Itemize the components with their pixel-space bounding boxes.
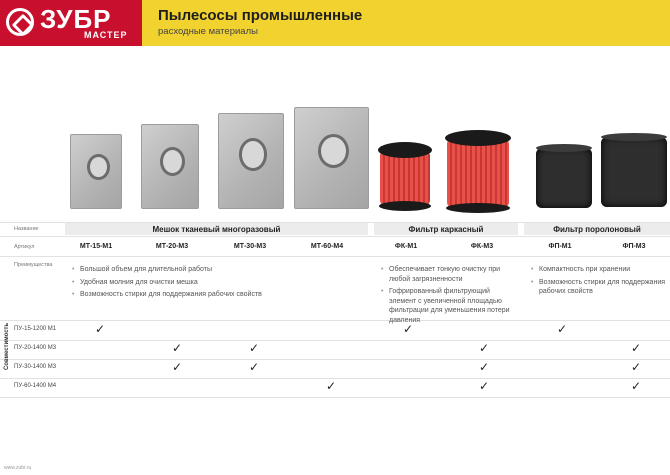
compat-model: ПУ-15-1200 М1 (14, 326, 57, 332)
group-frame-title: Фильтр каркасный (408, 225, 484, 234)
check-mark-icon: ✓ (478, 341, 490, 355)
check-mark-icon: ✓ (94, 322, 106, 336)
check-mark-icon: ✓ (478, 360, 490, 374)
filter-fk-m3-image (447, 138, 509, 208)
compatibility-label: Совместимость (4, 322, 10, 370)
article-cell: ФК-М3 (470, 243, 494, 250)
divider (0, 340, 670, 341)
advantages-foam (531, 265, 666, 300)
label-article: Артикул (14, 244, 35, 250)
brand-sub: МАСТЕР (84, 30, 128, 40)
foam-fp-m3-image (601, 137, 667, 207)
check-mark-icon: ✓ (556, 322, 568, 336)
article-cell: ФК-М1 (394, 243, 418, 250)
bag-mt-20-image (141, 124, 199, 209)
divider (0, 236, 670, 237)
bag-mt-30-image (218, 113, 284, 209)
article-cell: ФП-М3 (622, 243, 646, 250)
article-cell: ФП-М1 (548, 243, 572, 250)
check-mark-icon: ✓ (630, 379, 642, 393)
group-foam-title: Фильтр поролоновый (553, 225, 641, 234)
page-title: Пылесосы промышленные (158, 7, 363, 24)
check-mark-icon: ✓ (325, 379, 337, 393)
compat-model: ПУ-30-1400 М3 (14, 364, 57, 370)
compat-model: ПУ-60-1400 М4 (14, 383, 57, 389)
compat-model: ПУ-20-1400 М3 (14, 345, 57, 351)
check-mark-icon: ✓ (630, 341, 642, 355)
check-mark-icon: ✓ (171, 341, 183, 355)
logo-mark-icon (6, 8, 34, 36)
advantage-item: • Возможность стирки для поддержания рабочих свойств (531, 278, 666, 297)
check-mark-icon: ✓ (248, 341, 260, 355)
advantage-item: • Обеспечивает тонкую очистку при любой загрязненности (381, 265, 516, 284)
divider (0, 359, 670, 360)
foam-fp-m1-image (536, 148, 592, 208)
bag-mt-60-image (294, 107, 369, 209)
check-mark-icon: ✓ (402, 322, 414, 336)
advantage-item: • Удобная молния для очистки мешка (72, 278, 302, 288)
group-bags-title: Мешок тканевый многоразовый (152, 225, 281, 234)
filter-fk-m1-image (380, 150, 430, 206)
brand-name: ЗУБР (40, 4, 112, 34)
advantage-item: • Большой объем для длительной работы (72, 265, 302, 275)
advantages-bags (72, 265, 302, 303)
divider (0, 320, 670, 321)
brand-logo[interactable] (0, 0, 142, 46)
check-mark-icon: ✓ (630, 360, 642, 374)
advantage-item: • Возможность стирки для поддержания рабочих свойств (72, 290, 302, 300)
bag-mt-15-image (70, 134, 122, 209)
article-cell: МТ-30-М3 (233, 243, 267, 250)
advantage-item: • Гофрированный фильтрующий элемент с увеличенной площадью фильтрации для уменьшения потери давления (381, 287, 516, 325)
page-subtitle: расходные материалы (158, 26, 258, 37)
label-advantages: Преимущества (14, 262, 53, 268)
advantage-item: • Компактность при хранении (531, 265, 666, 275)
article-cell: МТ-15-М1 (79, 243, 113, 250)
article-cell: МТ-20-М3 (155, 243, 189, 250)
advantages-frame (381, 265, 516, 328)
article-cell: МТ-60-М4 (310, 243, 344, 250)
divider (0, 256, 670, 257)
label-name: Название (14, 226, 39, 232)
header (0, 0, 670, 46)
check-mark-icon: ✓ (478, 379, 490, 393)
footer-url: www.zubr.ru (4, 465, 32, 471)
check-mark-icon: ✓ (248, 360, 260, 374)
check-mark-icon: ✓ (171, 360, 183, 374)
divider (0, 397, 670, 398)
